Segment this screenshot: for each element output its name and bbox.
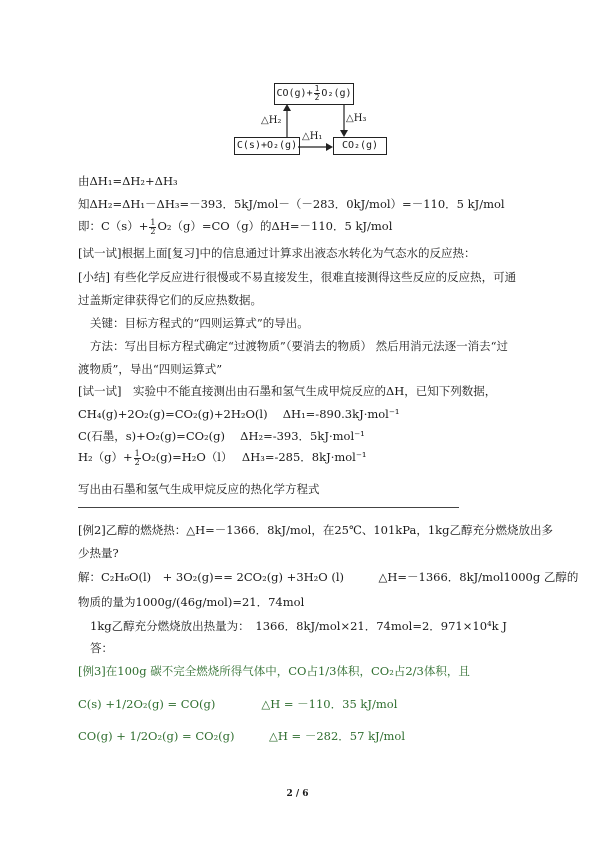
text-line-14: 写出由石墨和氢气生成甲烷反应的热化学方程式 [78, 482, 320, 496]
label-dh2: △H₂ [261, 115, 282, 126]
text-line-5: [小结] 有些化学反应进行很慢或不易直接发生，很难直接测得这些反应的反应热，可通 [78, 270, 517, 284]
text-line-18: 物质的量为1000g/(46g/mol)=21．74mol [78, 595, 305, 609]
text-line-19: 1kg乙醇充分燃烧放出热量为： 1366．8kJ/mol×21．74mol=2．971×10⁴k J [90, 619, 507, 633]
text-line-12: C(石墨，s)+O₂(g)=CO₂(g) ΔH₂=-393．5kJ·mol⁻¹ [78, 429, 365, 443]
text-line-1: 由ΔH₁=ΔH₂+ΔH₃ [78, 174, 178, 188]
text-line-2: 知ΔH₂=ΔH₁－ΔH₃=－393．5kJ/mol－（－283．0kJ/mol）=－110．5 kJ/mol [78, 197, 505, 211]
text-line-4: [试一试]根据上面[复习]中的信息通过计算求出液态水转化为气态水的反应热： [78, 246, 476, 260]
diagram-left-box: C(s)+O₂(g) [234, 137, 300, 155]
top-box-fraction: $\frac{1}{2}$ [314, 83, 320, 102]
label-dh3: △H₃ [346, 113, 367, 124]
top-box-pre: CO(g)+ [276, 88, 313, 99]
text-line-23: CO(g) + 1/2O₂(g) = CO₂(g) △H = －282．57 kJ/mol [78, 729, 406, 743]
text-line-15: [例2]乙醇的燃烧热：△H=－1366．8kJ/mol，在25℃、101kPa，1kg乙醇充分燃烧放出多 [78, 523, 553, 537]
diagram-right-box: CO₂(g) [333, 137, 387, 155]
text-line-20: 答： [90, 641, 113, 655]
text-line-17: 解：C₂H₆O(l) + 3O₂(g)== 2CO₂(g) +3H₂O (l) △H=－1366．8kJ/mol1000g 乙醇的 [78, 570, 579, 584]
text-line-13: H₂（g）+ $\frac{1}{2}$ O₂(g)=H₂O（l） ΔH₃=-285．8kJ·mol⁻¹ [78, 448, 367, 467]
text-line-21: [例3]在100g 碳不完全燃烧所得气体中，CO占1/3体积，CO₂占2/3体积，且 [78, 664, 470, 678]
text-line-6: 过盖斯定律获得它们的反应热数据。 [78, 293, 262, 307]
line13-fraction: $\frac{1}{2}$ [134, 448, 140, 467]
text-line-22: C(s) +1/2O₂(g) = CO(g) △H = －110．35 kJ/mol [78, 697, 398, 711]
text-line-7: 关键：目标方程式的“四则运算式”的导出。 [90, 316, 309, 330]
answer-blank-line [78, 507, 459, 508]
text-line-10: [试一试] 实验中不能直接测出由石墨和氢气生成甲烷反应的ΔH，已知下列数据， [78, 384, 497, 398]
text-line-9: 渡物质”，导出“四则运算式” [78, 362, 223, 376]
top-box-post: O₂(g) [321, 88, 352, 99]
text-line-3: 即：C（s）+ $\frac{1}{2}$ O₂（g）=CO（g）的ΔH=－110．5 kJ/mol [78, 217, 393, 236]
text-line-11: CH₄(g)+2O₂(g)=CO₂(g)+2H₂O(l) ΔH₁=-890.3kJ·mol⁻¹ [78, 407, 400, 421]
text-line-16: 少热量? [78, 546, 119, 560]
label-dh1: △H₁ [302, 131, 323, 142]
line3-fraction: $\frac{1}{2}$ [150, 217, 156, 236]
text-line-8: 方法：写出目标方程式确定“过渡物质”（要消去的物质） 然后用消元法逐一消去“过 [90, 339, 509, 353]
page-number: 2 / 6 [286, 789, 309, 799]
